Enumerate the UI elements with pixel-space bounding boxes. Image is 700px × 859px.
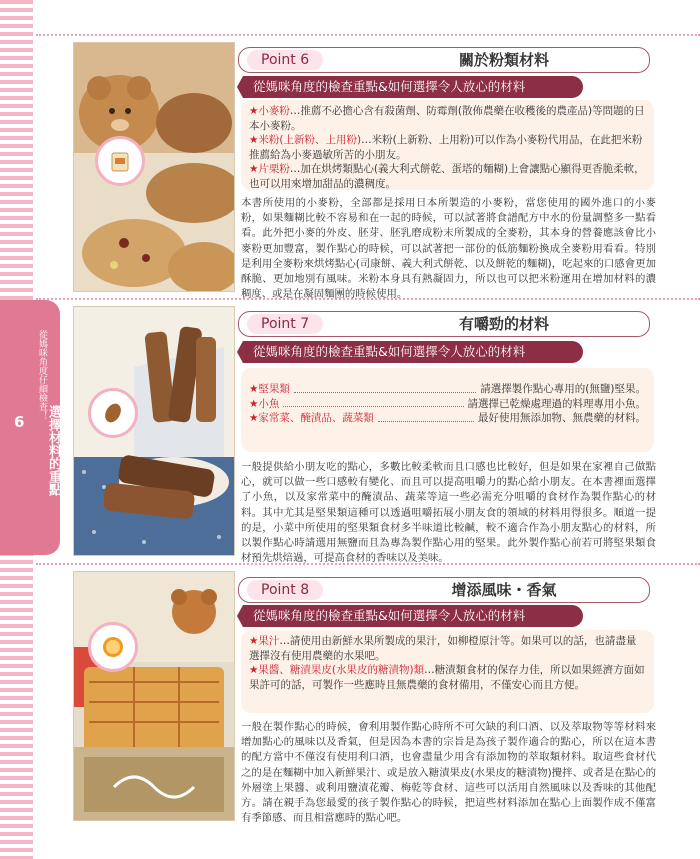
list-item: ★ 小魚 請選擇已乾燥處理過的料理專用小魚。 <box>249 397 646 410</box>
fruit-tart-photo <box>73 571 235 821</box>
list-item: ★米粉(上新粉、上用粉)…米粉(上新粉、上用粉)可以作為小麥粉代用品，在此把米粉推薦給為小麥過敏所苦的小朋友。 <box>249 134 643 161</box>
list-item: ★果汁…請使用由新鮮水果所製成的果汁，如柳橙原汁等。如果可以的話，也請盡量選擇沒有使用農藥的水果吧。 <box>249 635 637 662</box>
point-title: 關於粉類材料 <box>458 51 549 69</box>
list-item: ★小麥粉…推薦不必擔心含有殺菌劑、防霉劑(散佈農藥在收穫後的農產品)等問題的日本小麥粉。 <box>249 105 645 132</box>
check-points-bar: 從媽咪角度的檢查重點&如何選擇令人放心的材料 <box>243 76 583 98</box>
point-label: Point 6 <box>247 50 323 70</box>
chapter-number: 6 <box>14 413 25 431</box>
check-points-bar: 從媽咪角度的檢查重點&如何選擇令人放心的材料 <box>243 605 583 627</box>
list-item: ★果醬、糖漬果皮(水果皮的糖漬物)類…糖漬類食材的保存力佳，所以如果經濟方面如果許可的話，可製作一些應時且無農藥的食材備用，不僅安心而且方便。 <box>249 664 645 691</box>
divider <box>36 34 700 36</box>
body-text: 一般提供給小朋友吃的點心，多數比較柔軟而且口感也比較好，但是如果在家裡自己做點心，就可以做一些口感較有變化、而且可以提高咀嚼力的點心給小朋友。在本書裡面選擇了小魚，以及家常菜中的醃漬品、蔬菜等這一些必需充分咀嚼的食材作為製作點心的材料。其中尤其是堅果類這種可以透過咀嚼拓展小朋友食的領域的材料用得很多。順道一提的是，小菜中所使用的堅果類食材多半味道比較鹹，較不適合作為小朋友點心的材料，所以製作點心時請選用無鹽而且為專為製作點心用的堅果。此外製作點心前若可將堅果類食材預先烘焙過，可提高食材的香味以及美味。 <box>241 461 656 565</box>
body-text: 一般在製作點心的時候，會利用製作點心時所不可欠缺的利口酒、以及萃取物等等材料來增加點心的風味以及香氣，但是因為本書的宗旨是為孩子製作適合的點心，所以在這本書的配方當中不僅沒有使用利口酒，也會盡量少用含有添加物的萃取類材料。取這些食材代之的是在麵糊中加入新鮮果汁、或是放入糖漬果皮(水果皮的糖漬物)攪拌、或者是在點心的外層塗上果醬、或利用鹽漬花瓣、梅乾等食材、這些可以活用自然風味以及香味的其他配方。請在親手為您最愛的孩子製作點心的時候，把這些材料添加在點心上面製作成不僅富有季節感、而且相當應時的點心吧。 <box>241 721 656 825</box>
chapter-tab-subtitle: 從媽咪角度仔細檢查！ <box>37 330 47 420</box>
point-header <box>238 311 650 337</box>
point-title: 增添風味・香氣 <box>451 581 557 599</box>
chapter-tab-title: 選擇材料的重點 <box>46 405 61 496</box>
point-title: 有嚼勁的材料 <box>458 315 549 333</box>
check-points-bar: 從媽咪角度的檢查重點&如何選擇令人放心的材料 <box>243 341 583 363</box>
list-item: ★ 堅果類 請選擇製作點心專用的(無鹽)堅果。 <box>249 383 646 395</box>
flour-bag-icon <box>95 136 145 186</box>
point-header <box>238 577 650 603</box>
orange-icon <box>88 622 138 672</box>
point-label: Point 8 <box>247 580 323 600</box>
list-item: ★片栗粉…加在烘烤類點心(義大利式餅乾、蛋塔的麵糊)上會讓點心顯得更香脆柔軟，也可以用來增加甜品的濃稠度。 <box>249 163 645 190</box>
check-box <box>241 100 654 190</box>
body-text: 本書所使用的小麥粉，全部都是採用日本所製造的小麥粉，當您使用的國外進口的小麥粉，如果麵糊比較不容易和在一起的時候，可以試著將食譜配方中水的份量調整多一點看看。此外把小麥的外皮、胚芽、胚乳磨成粉末所製成的全麥粉，其本身的營養應該會比小麥粉更加豐富，製作點心的時候，可以試著把一部份的低筋麵粉換成全麥粉用看看。特別是利用全麥粉來烘烤點心(司康餅、義大利式餅乾、以及餅乾的麵糊)，吃起來的口感會更加酥脆、更加地別有風味。米粉本身具有熱凝固力，所以也可以把米粉運用在增加材料的濃稠度、或是在凝固麵團的時候使用。 <box>241 197 656 301</box>
point-header <box>238 47 650 73</box>
almond-icon <box>88 388 138 438</box>
check-box <box>241 630 654 713</box>
point-label: Point 7 <box>247 314 323 334</box>
list-item: ★ 家常菜、醃漬品、蔬菜類 最好使用無添加物、無農藥的材料。 <box>249 412 646 424</box>
check-box <box>241 368 654 452</box>
